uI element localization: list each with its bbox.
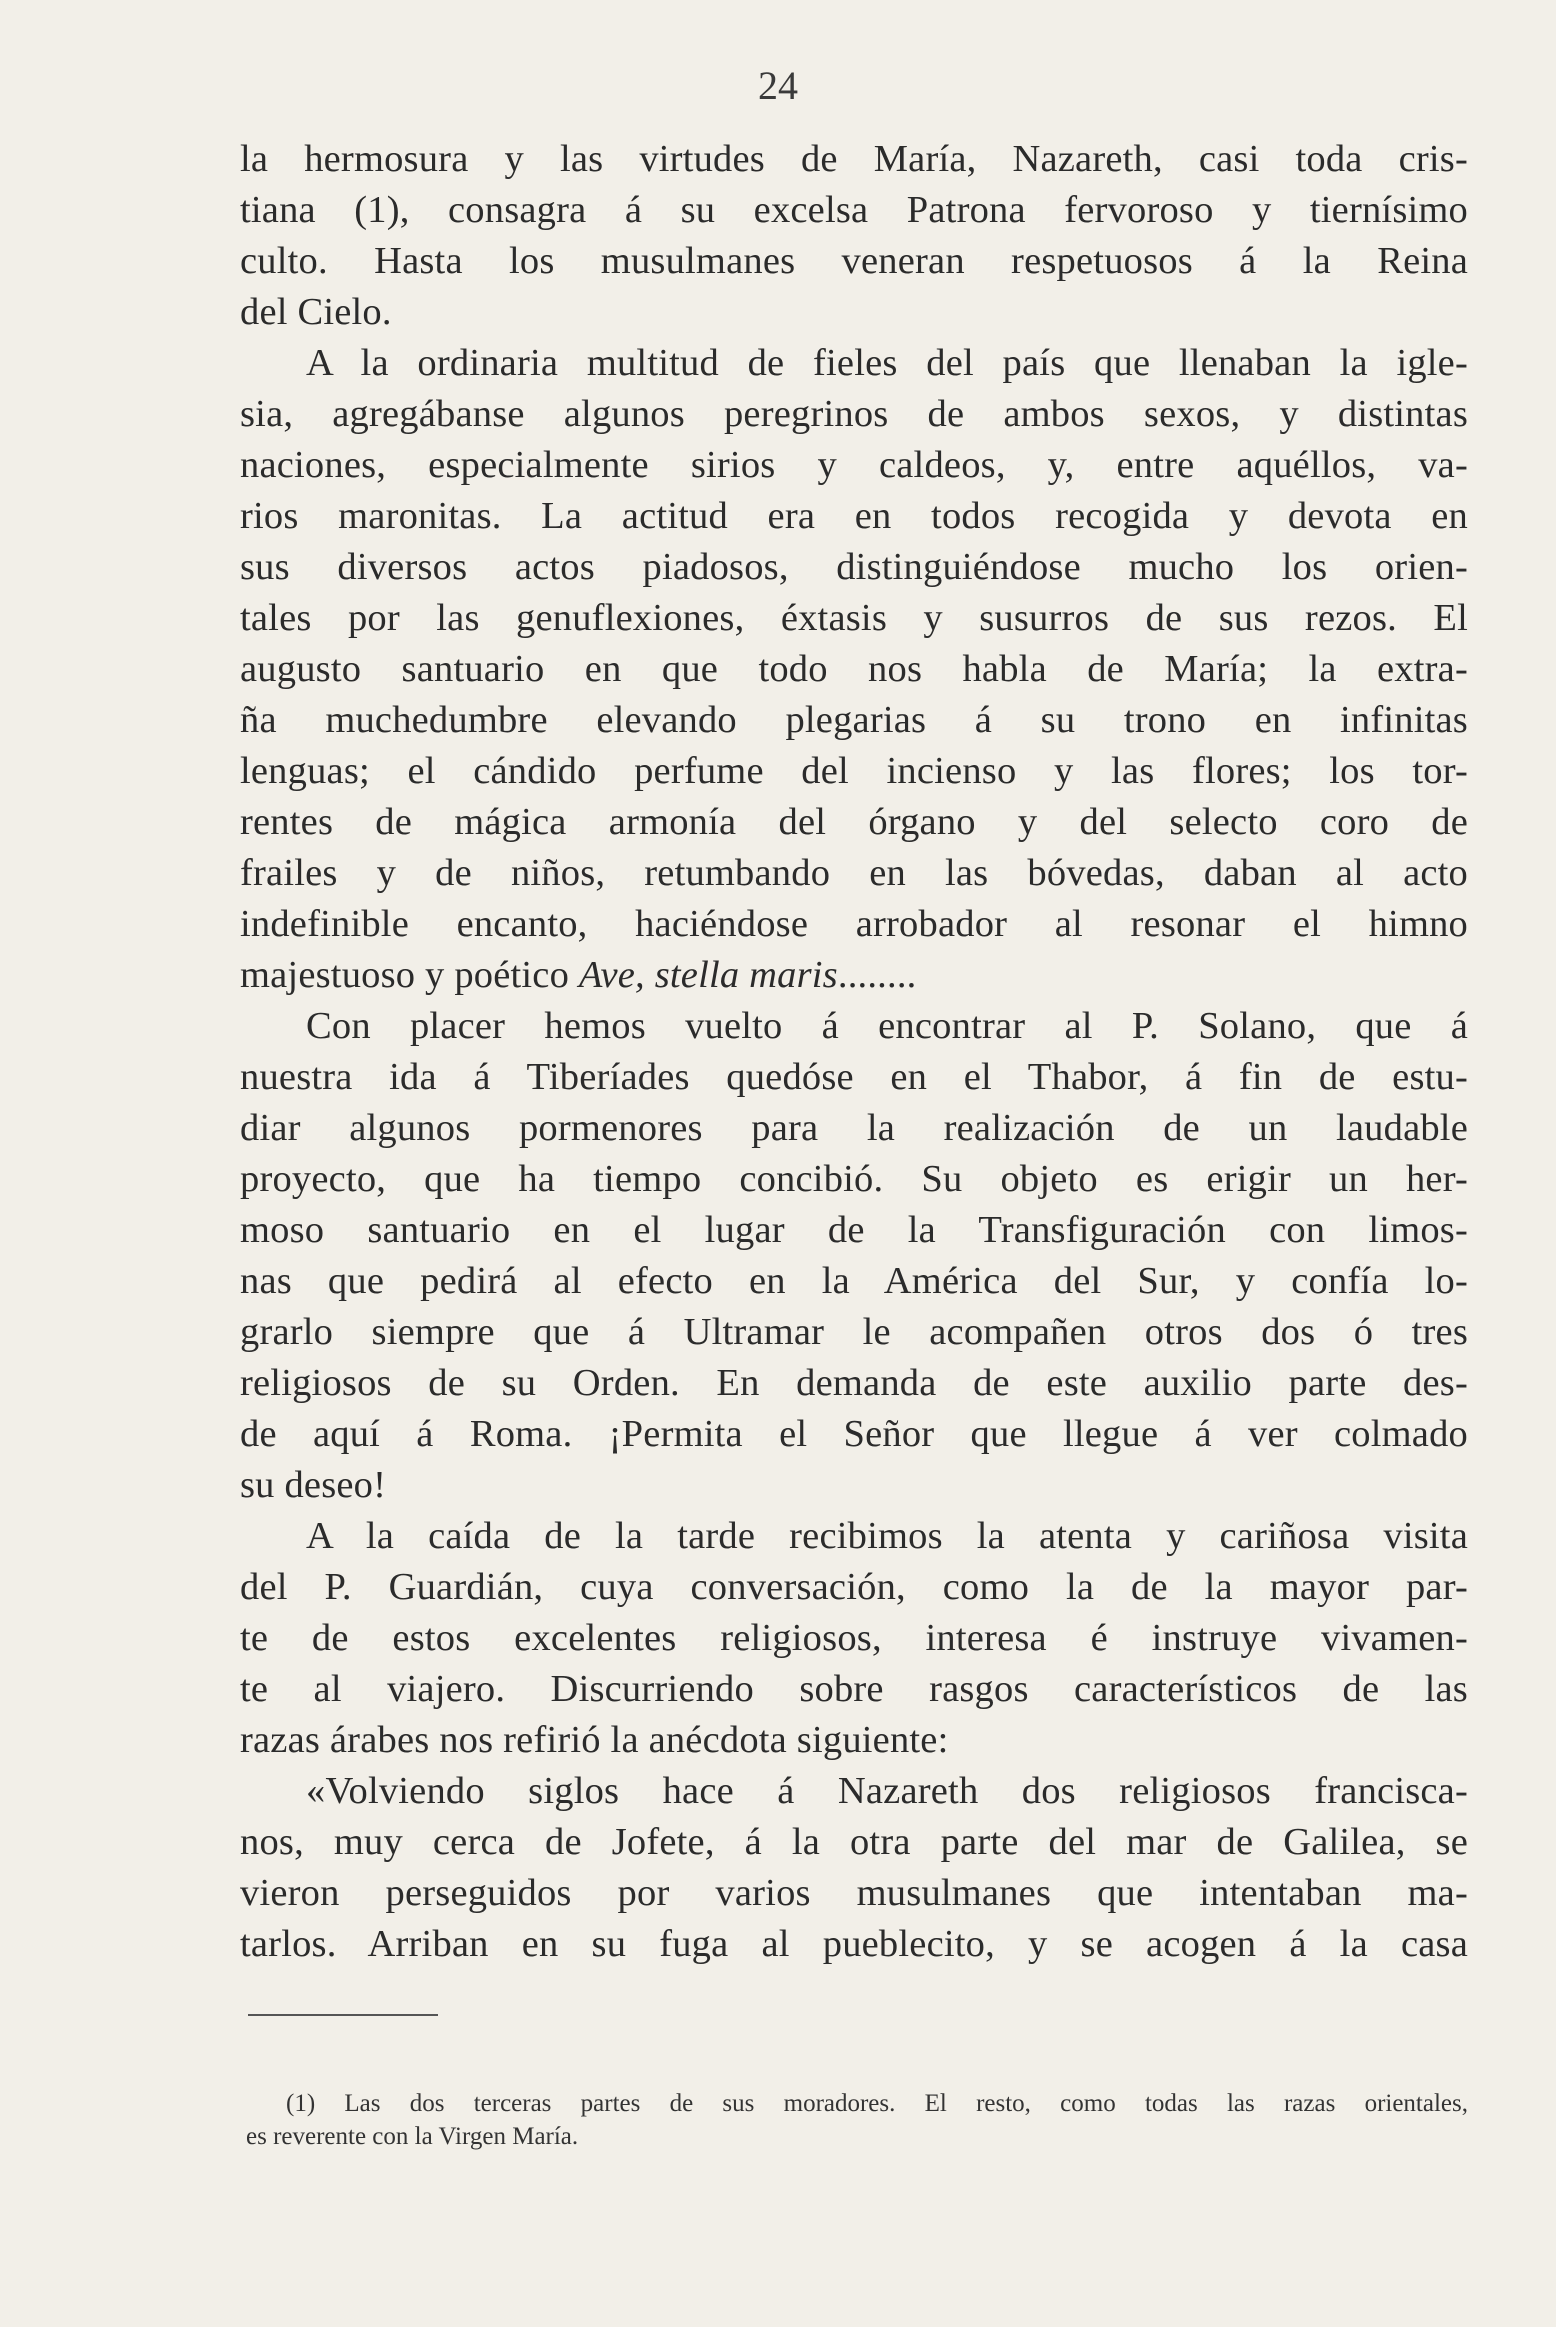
text-line: rentes de mágica armonía del órgano y del selecto coro de: [240, 801, 1468, 843]
text-line: tiana (1), consagra á su excelsa Patrona fervoroso y tiernísimo: [240, 189, 1468, 231]
text-line: su deseo!: [240, 1464, 387, 1506]
text-line: naciones, especialmente sirios y caldeos, y, entre aquéllos, va-: [240, 444, 1468, 486]
text-line: la hermosura y las virtudes de María, Nazareth, casi toda cris-: [240, 138, 1468, 180]
text-run: majestuoso y poético: [240, 954, 579, 996]
paragraph-5: [240, 1766, 1468, 1970]
text-line: moso santuario en el lugar de la Transfiguración con limos-: [240, 1209, 1468, 1251]
text-line: tarlos. Arriban en su fuga al pueblecito, y se acogen á la casa: [240, 1923, 1468, 1965]
text-line: lenguas; el cándido perfume del incienso y las flores; los tor-: [240, 750, 1468, 792]
text-line: grarlo siempre que á Ultramar le acompañen otros dos ó tres: [240, 1311, 1468, 1353]
footnote-line: es reverente con la Virgen María.: [246, 2123, 579, 2150]
text-line: indefinible encanto, haciéndose arrobador al resonar el himno: [240, 903, 1468, 945]
text-line: te de estos excelentes religiosos, interesa é instruye vivamen-: [240, 1617, 1468, 1659]
text-line: tales por las genuflexiones, éxtasis y susurros de sus rezos. El: [240, 597, 1468, 639]
text-line: nos, muy cerca de Jofete, á la otra parte del mar de Galilea, se: [240, 1821, 1468, 1863]
text-line: Con placer hemos vuelto á encontrar al P. Solano, que á: [306, 1005, 1468, 1047]
paragraph-4: [240, 1511, 1468, 1766]
text-line: del P. Guardián, cuya conversación, como la de la mayor par-: [240, 1566, 1468, 1608]
text-line: de aquí á Roma. ¡Permita el Señor que llegue á ver colmado: [240, 1413, 1468, 1455]
text-line: vieron perseguidos por varios musulmanes que intentaban ma-: [240, 1872, 1468, 1914]
text-line: proyecto, que ha tiempo concibió. Su objeto es erigir un her-: [240, 1158, 1468, 1200]
body-text: [240, 134, 1468, 1970]
text-line: A la ordinaria multitud de fieles del país que llenaban la igle-: [306, 342, 1468, 384]
text-line: religiosos de su Orden. En demanda de este auxilio parte des-: [240, 1362, 1468, 1404]
text-line: culto. Hasta los musulmanes veneran respetuosos á la Reina: [240, 240, 1468, 282]
text-run: ........: [837, 954, 917, 996]
footnote-line: (1) Las dos terceras partes de sus moradores. El resto, como todas las razas orientales,: [286, 2090, 1468, 2117]
text-line: razas árabes nos refirió la anécdota siguiente:: [240, 1719, 949, 1761]
text-line: ña muchedumbre elevando plegarias á su trono en infinitas: [240, 699, 1468, 741]
text-line: sus diversos actos piadosos, distinguiéndose mucho los orien-: [240, 546, 1468, 588]
paragraph-1: [240, 134, 1468, 338]
text-line: del Cielo.: [240, 291, 392, 333]
text-line: augusto santuario en que todo nos habla de María; la extra-: [240, 648, 1468, 690]
text-line: frailes y de niños, retumbando en las bóvedas, daban al acto: [240, 852, 1468, 894]
footnote: [246, 2087, 1468, 2153]
text-line: te al viajero. Discurriendo sobre rasgos característicos de las: [240, 1668, 1468, 1710]
text-line: rios maronitas. La actitud era en todos recogida y devota en: [240, 495, 1468, 537]
page-number: 24: [758, 63, 798, 108]
text-line: A la caída de la tarde recibimos la atenta y cariñosa visita: [306, 1515, 1468, 1557]
text-line: «Volviendo siglos hace á Nazareth dos religiosos francisca-: [306, 1770, 1468, 1812]
text-line: nuestra ida á Tiberíades quedóse en el Thabor, á fin de estu-: [240, 1056, 1468, 1098]
text-line: [240, 950, 1468, 1001]
text-line: sia, agregábanse algunos peregrinos de ambos sexos, y distintas: [240, 393, 1468, 435]
paragraph-3: [240, 1001, 1468, 1511]
paragraph-2: [240, 338, 1468, 1001]
italic-phrase: Ave, stella maris: [578, 954, 838, 996]
text-line: nas que pedirá al efecto en la América del Sur, y confía lo-: [240, 1260, 1468, 1302]
footnote-divider: [248, 2014, 438, 2016]
text-line: diar algunos pormenores para la realización de un laudable: [240, 1107, 1468, 1149]
